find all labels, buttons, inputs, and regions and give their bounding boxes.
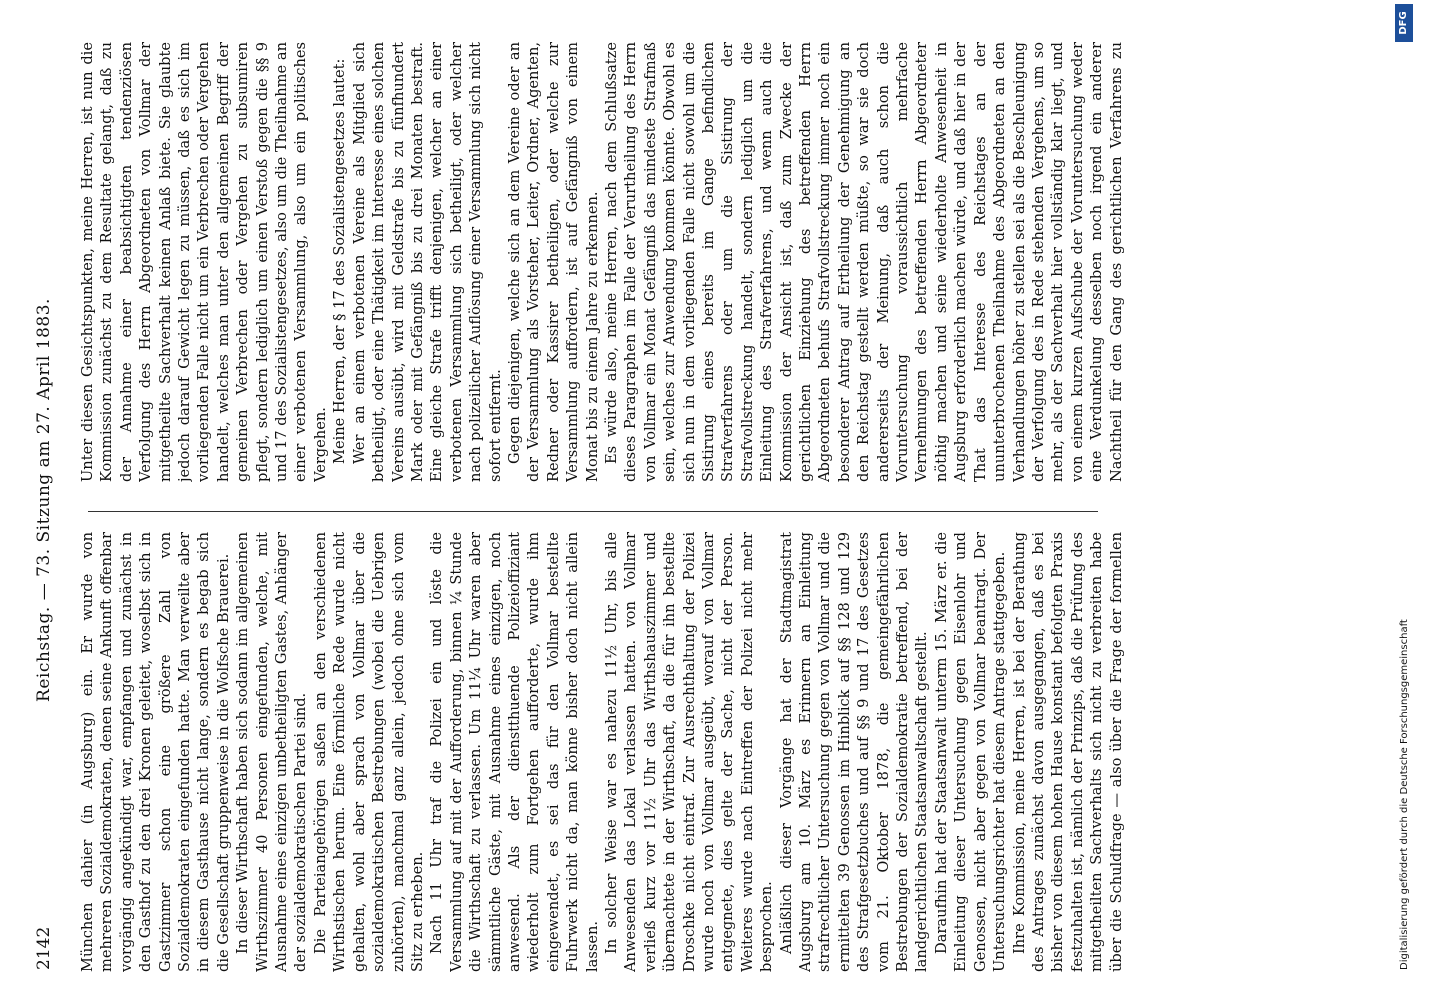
quoted-law-paragraph: Wer an einem verbotenen Vereine als Mitglied sich betheiligt, oder eine Thätigkeit im Interesse eines solchen Vereins ausübt, wird mit Geldstrafe bis zu fünfhundert Mark oder mit Gefängniß bis zu drei Monaten bestraft. Eine gleiche Strafe trifft denjenigen, welcher an einer verbotenen Versammlung sich betheiligt, oder welcher nach polizeilicher Auflösung einer Versammlung sich nicht sofort entfernt. (350, 42, 504, 482)
page-number: 2142 (34, 926, 54, 970)
column-divider (88, 511, 1098, 512)
running-title: Reichstag. — 73. Sitzung am 27. April 1883. (34, 298, 54, 702)
dfg-logo: DFG (1395, 4, 1413, 42)
digitization-sidebar (1385, 0, 1432, 1000)
paragraph: München dahier (in Augsburg) ein. Er wurde von mehreren Sozialdemokraten, denen seine Ankunft offenbar vorgängig angekündigt war, empfangen und zunächst in den Gasthof zu den drei Kronen geleitet, woselbst sich in Gastzimmer schon eine größere Zahl von Sozialdemokraten eingefunden hatte. Man verweilte aber in diesem Gasthause nicht lange, sondern es begab sich die Gesellschaft gruppenweise in die Wolfsche Brauerei. (79, 532, 232, 972)
right-column (78, 42, 1128, 482)
paragraph: Meine Herren, der § 17 des Sozialistengesetzes lautet: (331, 58, 349, 464)
digitization-note: Digitalisierung gefördert durch die Deutsche Forschungsgemeinschaft (1399, 619, 1410, 970)
paragraph: Unter diesen Gesichtspunkten, meine Herren, ist nun die Kommission zunächst zu dem Resultate gelangt, daß zu der Annahme einer beabsichtigten tendenziösen Verfolgung des Herrn Abgeordneten von Vollmar der mitgetheilte Sachverhalt keinen Anlaß biete. Sie glaubte jedoch darauf Gewicht legen zu müssen, daß es sich im vorliegenden Falle nicht um ein Verbrechen oder Vergehen handelt, welches man unter den allgemeinen Begriff der gemeinen Verbrechen oder Vergehen zu subsumiren pflegt, sondern lediglich um einen Verstoß gegen die §§ 9 und 17 des Sozialistengesetzes, also um die Theilnahme an einer verbotenen Versammlung, also um ein politisches Vergehen. (79, 42, 329, 482)
paragraph: Die Parteiangehörigen saßen an den verschiedenen Wirthstischen herum. Eine förmliche Rede wurde nicht gehalten, wohl aber sprach von Vollmar über die sozialdemokratischen Bestrebungen (wobei die Uebrigen zuhörten), manchmal ganz allein, jedoch ohne sich vom Sitz zu erheben. (311, 532, 426, 972)
sidebar-strip (1385, 0, 1432, 1000)
page-header (30, 30, 64, 970)
quoted-law-paragraph: Gegen diejenigen, welche sich an dem Vereine oder an der Versammlung als Vorsteher, Leiter, Ordner, Agenten, Redner oder Kassirer betheiligen, oder welche zur Versammlung auffordern, ist auf Gefängniß von einem Monat bis zu einem Jahre zu erkennen. (505, 42, 601, 482)
paragraph: Anläßlich dieser Vorgänge hat der Stadtmagistrat Augsburg am 10. März es Erinnern an Einleitung strafrechtlicher Untersuchung gegen von Vollmar und die ermittelten 39 Genossen im Hinblick auf §§ 128 und 129 des Strafgesetzbuches und auf §§ 9 und 17 des Gesetzes vom 21. Oktober 1878, die gemeingefährlichen Bestrebungen der Sozialdemokratie betreffend, bei der landgerichtlichen Staatsanwaltschaft gestellt. (777, 532, 931, 972)
paragraph: Es würde also, meine Herren, nach dem Schlußsatze dieses Paragraphen im Falle der Verurtheilung des Herrn von Vollmar ein Monat Gefängniß das mindeste Strafmaß sein, welches zur Anwendung kommen könnte. Obwohl es sich nun in dem vorliegenden Falle nicht sowohl um die Sistirung eines bereits im Gange befindlichen Strafverfahrens oder um die Sistirung der Strafvollstreckung handelt, sondern lediglich um die Einleitung des Strafverfahrens, und wenn auch die Kommission der Ansicht ist, daß zum Zwecke der gerichtlichen Einziehung des betreffenden Herrn Abgeordneten behufs Strafvollstreckung immer noch ein besonderer Antrag auf Ertheilung der Genehmigung an den Reichstag gestellt werden müßte, so war sie doch andererseits der Meinung, daß auch schon die Voruntersuchung voraussichtlich mehrfache Vernehmungen des betreffenden Herrn Abgeordneter nöthig machen und seine wiederholte Anwesenheit in Augsburg erforderlich machen würde, und daß hier in der That das Interesse des Reichstages an der ununterbrochenen Theilnahme des Abgeordneten an den Verhandlungen höher zu stellen sei als die Beschleunigung der Verfolgung des in Rede stehenden Vergehens, um so mehr, als der Sachverhalt hier vollständig klar liegt, und von einem kurzen Aufschube der Voruntersuchung weder eine Verdunkelung desselben noch irgend ein anderer Nachtheil für den Gang des gerichtlichen Verfahrens zu (602, 42, 1125, 482)
paragraph: Ihre Kommission, meine Herren, ist bei der Berathung des Antrages zunächst davon ausgegangen, daß es bei bisher von diesem hohen Hause konstant befolgten Praxis festzuhalten ist, nämlich der Prinzips, daß die Prüfung des mitgetheilten Sachverhalts sich nicht zu verbreiten habe über die Schuldfrage — also über die Frage der formellen (1010, 532, 1125, 972)
paragraph: In dieser Wirthschaft haben sich sodann im allgemeinen Wirthszimmer 40 Personen eingefunden, welche, mit Ausnahme eines einzigen unbetheiligten Gastes, Anhänger der sozialdemokratischen Partei sind. (234, 532, 310, 972)
paragraph: Nach 11 Uhr traf die Polizei ein und löste die Versammlung auf mit der Aufforderung, binnen ¼ Stunde die Wirthschaft zu verlassen. Um 11¼ Uhr waren aber sämmtliche Gäste, mit Ausnahme eines einzigen, noch anwesend. Als der dienstthuende Polizeioffiziant wiederholt zum Fortgehen aufforderte, wurde ihm eingewendet, es sei das für den Vollmar bestellte Fuhrwerk nicht da, man könne bisher doch nicht allein lassen. (428, 532, 601, 972)
paragraph: In solcher Weise war es nahezu 11½ Uhr, bis alle Anwesenden das Lokal verlassen hatten. von Vollmar verließ kurz vor 11½ Uhr das Wirthshauszimmer und übernachtete in der Wirthschaft, da die für ihn bestellte Droschke nicht eintraf. Zur Ausrechthaltung der Polizei wurde noch von Vollmar ausgeübt, worauf von Vollmar entgegnete, dies gelte der Sache, nicht der Person. Weiteres wurde nach Eintreffen der Polizei nicht mehr besprochen. (602, 532, 776, 972)
left-column (78, 532, 1128, 972)
paragraph: Daraufhin hat der Staatsanwalt unterm 15. März er. die Einleitung dieser Untersuchung gegen Eisenlohr und Genossen, nicht aber gegen von Vollmar beantragt. Der Untersuchungsrichter hat diesem Antrage stattgegeben. (932, 532, 1009, 972)
